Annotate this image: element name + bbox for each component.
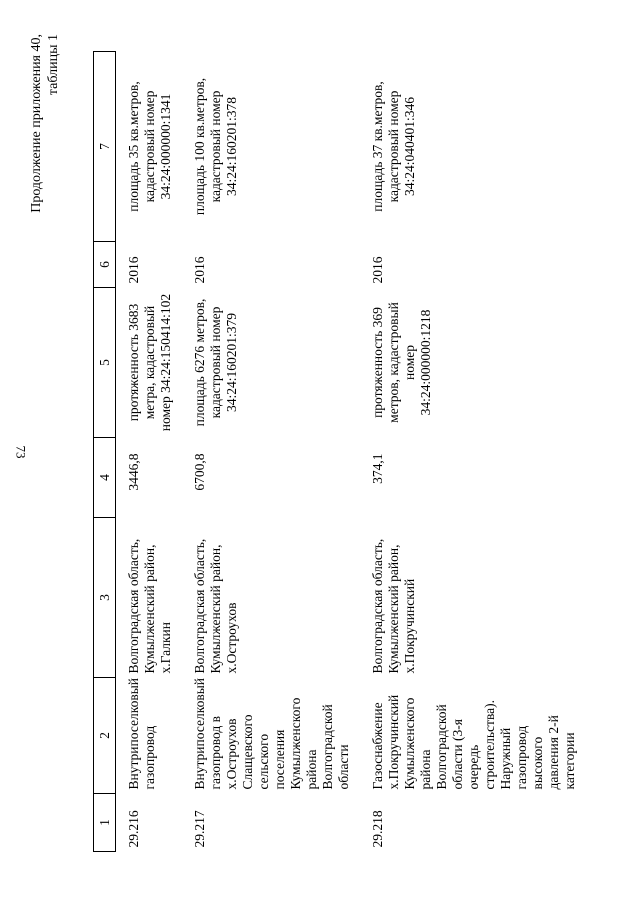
objects-table (93, 51, 586, 852)
object-location: Волгоградская область, Кумылженский район, х.Покручинский (370, 538, 417, 674)
object-location: Волгоградская область, Кумылженский район, х.Остроухов (192, 538, 239, 674)
column-number-row (94, 52, 116, 852)
land-area: площадь 35 кв.метров, кадастровый номер 34:24:000000:1341 (126, 81, 173, 212)
land-area: площадь 37 кв.метров, кадастровый номер 34:24:040401:346 (370, 81, 417, 212)
row-number: 29.218 (370, 810, 385, 848)
page-number: 73 (13, 445, 29, 459)
column-header-1: 1 (94, 794, 116, 852)
column-header-7: 7 (94, 52, 116, 242)
column-header-6: 6 (94, 242, 116, 288)
row-number: 29.217 (192, 810, 207, 848)
object-characteristic: площадь 6276 метров, кадастровый номер 34:24:160201:379 (192, 298, 239, 427)
object-year: 2016 (192, 256, 207, 284)
column-header-2: 2 (94, 678, 116, 794)
continuation-line-1: Продолжение приложения 40, (29, 34, 44, 213)
table-row (116, 52, 183, 852)
table-row (360, 52, 586, 852)
row-number: 29.216 (126, 810, 141, 848)
object-value: 3446,8 (126, 453, 141, 491)
object-characteristic: протяженность 3683 метра, кадастровый номер 34:24:150414:102 (126, 293, 173, 432)
continuation-line-2: таблицы 1 (46, 34, 61, 96)
table-row (182, 52, 360, 852)
column-header-3: 3 (94, 518, 116, 678)
object-name: Газоснабжение х.Покручинский Кумылженского района Волгоградской области (3-я очередь строительства). Наружный газопровод высокого давления 2-й категории (370, 694, 577, 790)
object-year: 2016 (370, 256, 385, 284)
object-value: 6700,8 (192, 453, 207, 491)
object-name: Внутрипоселковый газопровод (126, 677, 157, 790)
object-location: Волгоградская область, Кумылженский район, х.Галкин (126, 538, 173, 674)
object-year: 2016 (126, 256, 141, 284)
column-header-5: 5 (94, 288, 116, 438)
object-value: 374,1 (370, 453, 385, 484)
object-name: Внутрипоселковый газопровод в х.Остроухов Слащевского сельского поселения Кумылженского района Волгоградской области (192, 677, 351, 790)
object-characteristic: протяженность 369 метров, кадастровый номер 34:24:000000:1218 (370, 302, 433, 423)
rotated-table-container (93, 52, 577, 852)
column-header-4: 4 (94, 438, 116, 518)
land-area: площадь 100 кв.метров, кадастровый номер 34:24:160201:378 (192, 77, 239, 216)
continuation-heading (28, 34, 62, 264)
